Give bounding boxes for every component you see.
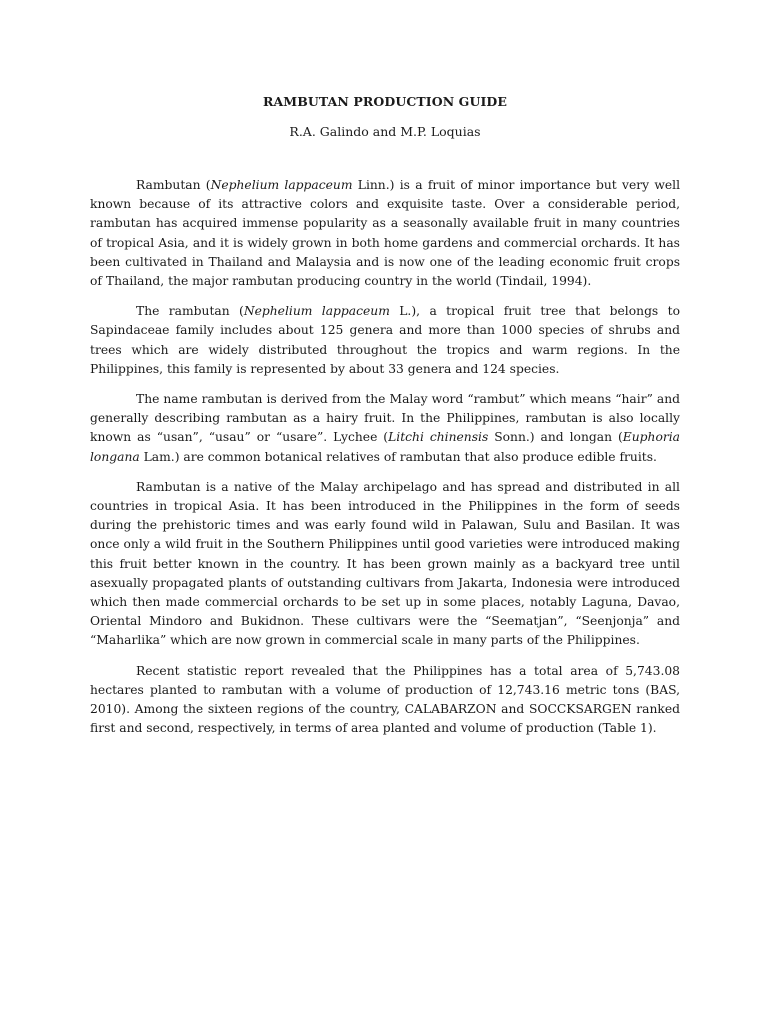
body-paragraph bbox=[90, 662, 680, 739]
text-run: Rambutan is a native of the Malay archipelago and has spread and distributed in all countries in tropical Asia. It has been introduced in the Philippines in the form of seeds during the prehistoric times and was early found wild in Palawan, Sulu and Basilan. It was once only a wild fruit in the Southern Philippines until good varieties were introduced making this fruit better known in the country. It has been grown mainly as a backyard tree until asexually propagated plants of outstanding cultivars from Jakarta, Indonesia were introduced which then made commercial orchards to be set up in some places, notably Laguna, Davao, Oriental Mindoro and Bukidnon. These cultivars were the “Seematjan”, “Seenjonja” and “Maharlika” which are now grown in commercial scale in many parts of the Philippines. bbox=[90, 479, 680, 648]
italic-text-run: Litchi chinensis bbox=[388, 430, 489, 445]
text-run: Recent statistic report revealed that the Philippines has a total area of 5,743.08 hectares planted to rambutan with a volume of production of 12,743.16 metric tons (BAS, 2010). Among the sixteen regions of the country, CALABARZON and SOCCKSARGEN ranked first and second, respectively, in terms of area planted and volume of production (Table 1). bbox=[90, 663, 680, 736]
document-title: RAMBUTAN PRODUCTION GUIDE bbox=[263, 94, 507, 109]
text-run: Sonn.) and longan ( bbox=[488, 430, 623, 445]
document-authors: R.A. Galindo and M.P. Loquias bbox=[289, 124, 481, 139]
text-run: Linn.) is a fruit of minor importance but very well known because of its attractive colors and exquisite taste. Over a considerable period, rambutan has acquired immense popularity as a seasonally available fruit in many countries of tropical Asia, and it is widely grown in both home gardens and commercial orchards. It has been cultivated in Thailand and Malaysia and is now one of the leading economic fruit crops of Thailand, the major rambutan producing country in the world (Tindail, 1994). bbox=[90, 178, 680, 289]
body-paragraph bbox=[90, 176, 680, 291]
text-run: Lam.) are common botanical relatives of rambutan that also produce edible fruits. bbox=[139, 449, 657, 464]
text-run: The name rambutan is derived from the Malay word “rambut” which means “hair” and generally describing rambutan as a hairy fruit. In the Philippines, rambutan is also locally known as “usan”, “usau” or “usare”. Lychee ( bbox=[90, 392, 680, 445]
italic-text-run: Nephelium lappaceum bbox=[243, 304, 390, 319]
text-run: Rambutan ( bbox=[136, 178, 211, 192]
text-run: L.), a tropical fruit tree that belongs to Sapindaceae family includes about 125 genera and more than 1000 species of shrubs and trees which are widely distributed throughout the tropics and warm regions. In the Philippines, this family is represented by about 33 genera and 124 species. bbox=[90, 304, 680, 376]
body-paragraph bbox=[90, 478, 680, 651]
body-paragraph bbox=[90, 302, 680, 379]
body-paragraph bbox=[90, 390, 680, 467]
italic-text-run: Nephelium lappaceum bbox=[210, 178, 353, 192]
text-run: The rambutan ( bbox=[136, 304, 244, 319]
italic-text-run: Euphoria longana bbox=[90, 430, 680, 464]
document-body bbox=[90, 176, 680, 738]
